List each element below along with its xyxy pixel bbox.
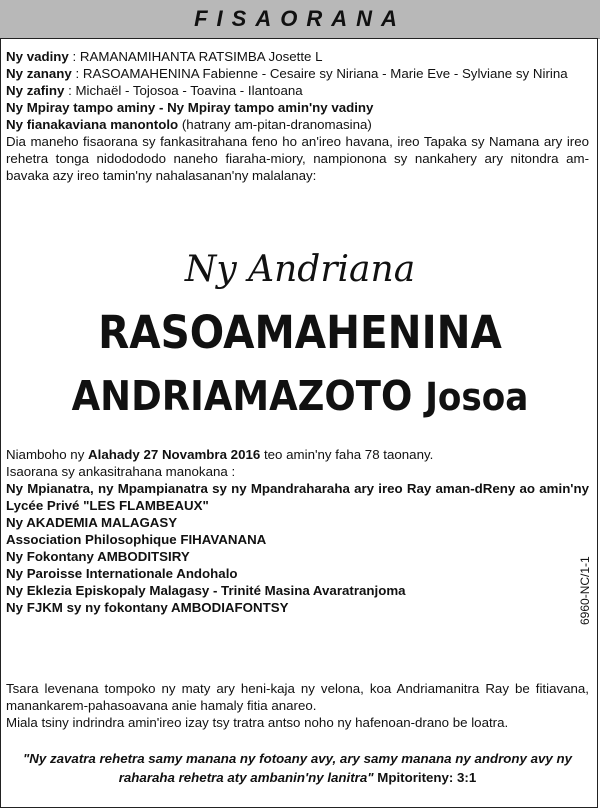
deceased-surname-2: ANDRIAMAZOTO <box>71 372 413 420</box>
grandchildren-line <box>6 82 589 99</box>
closing-section <box>6 680 589 731</box>
spouse-value: : RAMANAMIHANTA RATSIMBA Josette L <box>68 49 323 64</box>
extended-family-label: Ny fianakaviana manontolo <box>6 117 179 132</box>
death-date: Alahady 27 Novambra 2016 <box>88 447 261 462</box>
organization-item: Ny Paroisse Internationale Andohalo <box>6 566 238 581</box>
death-prefix: Niamboho ny <box>6 447 89 462</box>
death-suffix: teo amin'ny faha 78 taonany. <box>260 447 434 462</box>
deceased-given-name: Josoa <box>425 375 529 419</box>
extended-family-value: (hatrany am-pitan-dranomasina) <box>178 117 372 132</box>
extended-family-line <box>6 116 589 133</box>
family-section <box>6 48 589 184</box>
organization-item: Ny Fokontany AMBODITSIRY <box>6 549 190 564</box>
deceased-name-line-2 <box>30 371 570 422</box>
grandchildren-value: : Michaël - Tojosoa - Toavina - Ilantoana <box>64 83 303 98</box>
organization-item: Ny FJKM sy ny fokontany AMBODIAFONTSY <box>6 600 289 615</box>
grandchildren-label: Ny zafiny <box>6 83 65 98</box>
thanks-intro: Isaorana sy ankasitrahana manokana : <box>6 464 236 479</box>
organization-item: Ny Eklezia Episkopaly Malagasy - Trinité Masina Avaratranjoma <box>6 583 406 598</box>
death-date-line <box>6 446 589 463</box>
organization-item: Ny AKADEMIA MALAGASY <box>6 515 178 530</box>
intro-paragraph: Dia maneho fisaorana sy fankasitrahana feno ho an'ireo havana, ireo Tapaka sy Namana ary ireo rehetra tonga nidodododo naneho fiaraha-miory, nampionona sy nankahery ary nitondra am-bavaka azy ireo tamin'ny nahalasanan'ny malalanay: <box>6 134 589 183</box>
closing-paragraph-1: Tsara levenana tompoko ny maty ary heni-kaja ny velona, koa Andriamanitra Ray be fitiavana, manankarem-pahasoavana anie hamaly fitia anareo. <box>6 681 589 713</box>
closing-paragraph-2: Miala tsiny indrindra amin'ireo izay tsy tratra antso noho ny hafenoan-drano be loatra. <box>6 715 509 730</box>
header-bar <box>0 0 600 39</box>
children-label: Ny zanany <box>6 66 72 81</box>
verse-text: "Ny zavatra rehetra samy manana ny fotoany avy, ary samy manana ny androny avy ny raharaha rehetra aty ambanin'ny lanitra" <box>22 751 573 785</box>
thanks-section <box>6 446 589 616</box>
honorific: Ny Andriana <box>184 249 416 290</box>
spouse-line <box>6 48 589 65</box>
children-value: : RASOAMAHENINA Fabienne - Cesaire sy Niriana - Marie Eve - Sylviane sy Nirina <box>71 66 568 81</box>
verse-source: Mpitoriteny: 3:1 <box>373 770 477 785</box>
bible-verse <box>6 749 589 787</box>
reference-code: 6960-NC/1-1 <box>578 556 592 625</box>
children-line <box>6 65 589 82</box>
page-title: FISAORANA <box>194 6 406 31</box>
deceased-surname-1: RASOAMAHENINA <box>98 306 502 359</box>
organization-item: Association Philosophique FIHAVANANA <box>6 532 267 547</box>
siblings-line: Ny Mpiray tampo aminy - Ny Mpiray tampo amin'ny vadiny <box>6 100 374 115</box>
organization-item: Ny Mpianatra, ny Mpampianatra sy ny Mpandraharaha ary ireo Ray aman-dReny ao amin'ny Lycée Privé "LES FLAMBEAUX" <box>6 481 589 513</box>
spouse-label: Ny vadiny <box>6 49 69 64</box>
